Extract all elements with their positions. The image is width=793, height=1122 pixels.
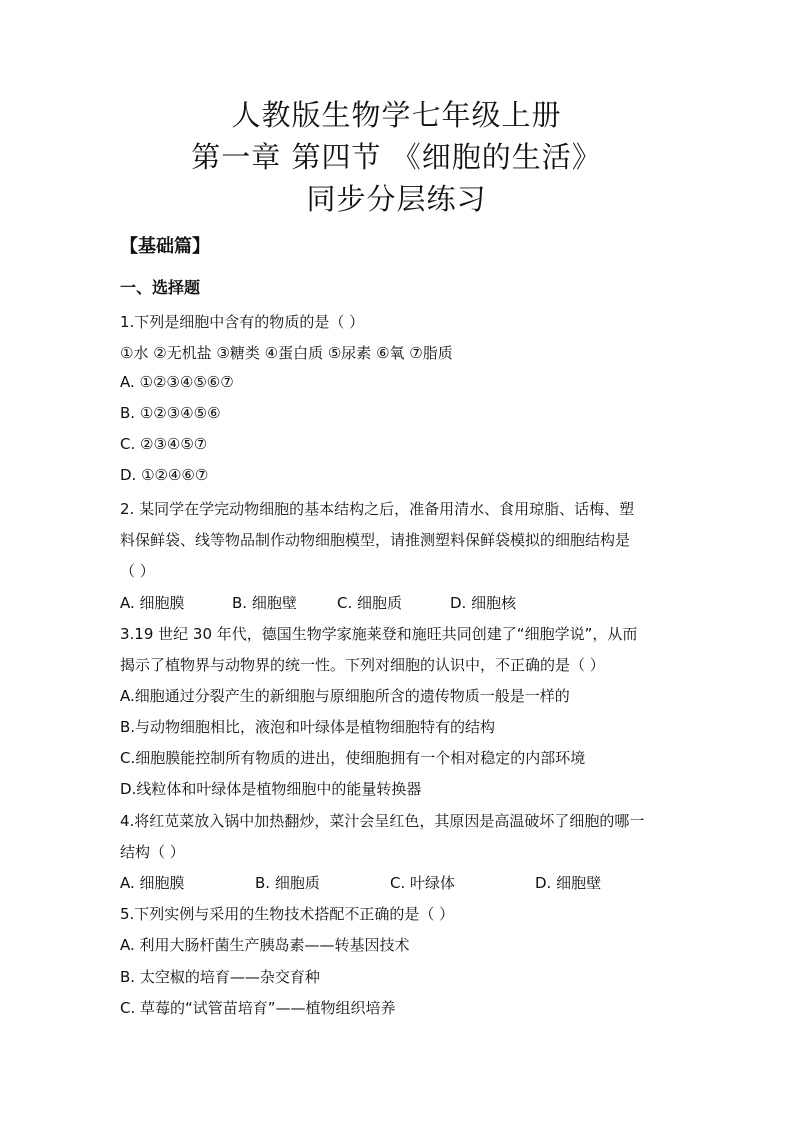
question-4-option-c: C. 叶绿体 [390,874,456,892]
question-1-items: ①水 ②无机盐 ③糖类 ④蛋白质 ⑤尿素 ⑥氧 ⑦脂质 [120,344,453,362]
question-1-option-d: D. ①②④⑥⑦ [120,466,209,484]
question-4-option-b: B. 细胞质 [255,874,320,892]
question-5-option-b: B. 太空椒的培育——杂交育种 [120,968,320,986]
question-5-stem: 5.下列实例与采用的生物技术搭配不正确的是（ ） [120,905,455,923]
question-3-option-d: D.线粒体和叶绿体是植物细胞中的能量转换器 [120,780,422,798]
chapter-title: 第一章 第四节 《细胞的生活》 [191,140,602,174]
question-2-stem-line-3: （ ） [120,562,155,580]
question-4-options [120,872,601,893]
question-1-stem: 1.下列是细胞中含有的物质的是（ ） [120,313,365,331]
question-2-option-d: D. 细胞核 [450,594,517,612]
question-3-option-c: C.细胞膜能控制所有物质的进出，使细胞拥有一个相对稳定的内部环境 [120,749,586,767]
question-4-option-a: A. 细胞膜 [120,874,185,892]
question-2-options [120,592,516,613]
question-3-stem-line-1: 3.19 世纪 30 年代，德国生物学家施莱登和施旺共同创建了“细胞学说”，从而 [120,625,638,643]
question-3-option-b: B.与动物细胞相比，液泡和叶绿体是植物细胞特有的结构 [120,718,496,736]
question-2-option-c: C. 细胞质 [337,594,403,612]
question-3-option-a: A.细胞通过分裂产生的新细胞与原细胞所含的遗传物质一般是一样的 [120,687,570,705]
question-2-option-b: B. 细胞壁 [232,594,297,612]
question-5-option-c: C. 草莓的“试管苗培育”——植物组织培养 [120,999,396,1017]
section-heading: 【基础篇】 [120,236,210,257]
question-2-stem-line-1: 2. 某同学在学完动物细胞的基本结构之后，准备用清水、食用琼脂、话梅、塑 [120,500,635,518]
question-3-stem-line-2: 揭示了植物界与动物界的统一性。下列对细胞的认识中，不正确的是（ ） [120,656,605,674]
question-2-option-a: A. 细胞膜 [120,594,185,612]
question-1-option-b: B. ①②③④⑤⑥ [120,404,221,422]
question-5-option-a: A. 利用大肠杆菌生产胰岛素——转基因技术 [120,936,410,954]
question-1-option-a: A. ①②③④⑤⑥⑦ [120,373,234,391]
question-4-stem-line-2: 结构（ ） [120,843,185,861]
subsection-heading: 一、选择题 [120,278,201,297]
question-4-stem-line-1: 4.将红苋菜放入锅中加热翻炒，菜汁会呈红色，其原因是高温破坏了细胞的哪一 [120,812,645,830]
question-4-option-d: D. 细胞壁 [535,874,602,892]
exercise-title: 同步分层练习 [306,182,487,216]
book-title: 人教版生物学七年级上册 [231,98,562,132]
question-1-option-c: C. ②③④⑤⑦ [120,435,208,453]
question-2-stem-line-2: 料保鲜袋、线等物品制作动物细胞模型，请推测塑料保鲜袋模拟的细胞结构是 [120,531,631,549]
